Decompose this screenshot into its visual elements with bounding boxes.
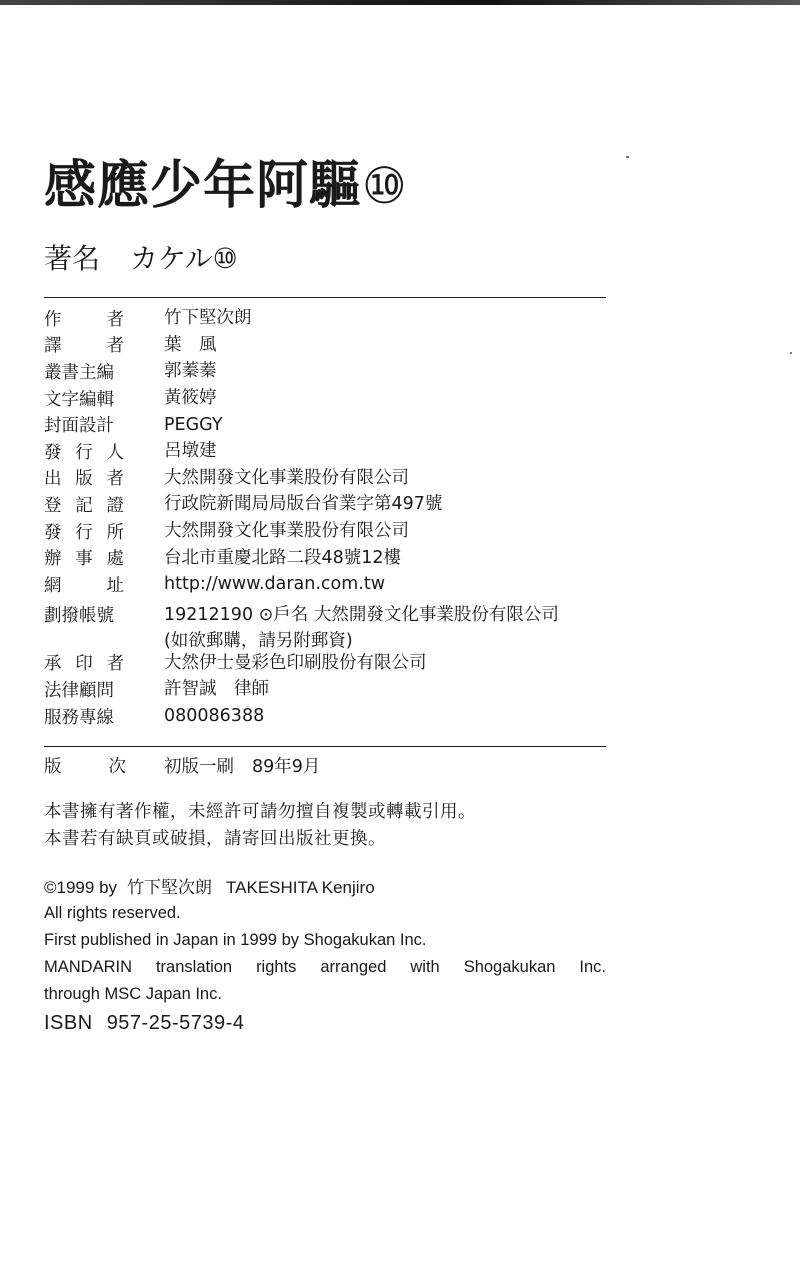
credit-label bbox=[44, 650, 124, 675]
isbn-label: ISBN bbox=[44, 1012, 93, 1034]
credit-label-text: 辦 bbox=[44, 549, 62, 570]
credit-label-text: 記 bbox=[75, 495, 93, 516]
credit-value-text: 郭蓁蓁 bbox=[164, 361, 217, 382]
credit-label-text: 網 bbox=[44, 575, 62, 596]
translation-word: rights bbox=[256, 958, 297, 976]
credit-value bbox=[164, 491, 442, 517]
credit-label-text: 者 bbox=[106, 469, 124, 490]
credit-row bbox=[44, 411, 614, 438]
copyright-line bbox=[44, 873, 375, 898]
credit-row bbox=[44, 703, 614, 730]
credit-label bbox=[44, 519, 124, 544]
divider-bottom bbox=[44, 746, 606, 747]
credit-value-text: 大然開發文化事業股份有限公司 bbox=[164, 467, 409, 488]
credits-list bbox=[44, 305, 614, 729]
divider-top bbox=[44, 297, 606, 298]
credit-value bbox=[164, 465, 409, 491]
copyright-author-en: TAKESHITA Kenjiro bbox=[226, 878, 375, 897]
scan-speck bbox=[790, 352, 792, 354]
copyright-notice: 本書擁有著作權，未經許可請勿擅自複製或轉載引用。 bbox=[44, 802, 476, 822]
credit-label-text: 發 bbox=[44, 442, 62, 463]
credit-value bbox=[164, 703, 264, 729]
credit-label-text: 封面設計 bbox=[44, 416, 114, 437]
credit-label-text: 處 bbox=[106, 549, 124, 570]
credit-label bbox=[44, 332, 124, 357]
credit-value bbox=[164, 332, 217, 358]
credit-label-text: 證 bbox=[106, 495, 124, 516]
credit-label bbox=[44, 704, 124, 729]
copyright-prefix: ©1999 by bbox=[44, 878, 118, 897]
title-volume: ⑩ bbox=[362, 157, 408, 215]
edition-label-char: 次 bbox=[108, 757, 126, 777]
credit-label-text: 行 bbox=[75, 442, 93, 463]
credit-row bbox=[44, 598, 614, 650]
credit-value-note: (如欲郵購，請另附郵資) bbox=[164, 630, 353, 651]
credit-value bbox=[164, 305, 252, 331]
credit-value bbox=[164, 518, 409, 544]
credit-label-text: 者 bbox=[106, 309, 124, 330]
credit-label-text: 者 bbox=[106, 654, 124, 675]
credit-row bbox=[44, 676, 614, 703]
credit-value bbox=[164, 358, 217, 384]
credit-row bbox=[44, 491, 614, 518]
credit-label-text: 譯 bbox=[44, 336, 62, 357]
translation-word: Shogakukan bbox=[463, 958, 556, 976]
edition-value: 初版一刷 bbox=[164, 757, 234, 777]
credit-row bbox=[44, 438, 614, 465]
credit-value-text: 黃筱婷 bbox=[164, 388, 217, 409]
credit-value-text: 大然開發文化事業股份有限公司 bbox=[164, 521, 409, 542]
credit-label bbox=[44, 677, 124, 702]
title-main: 感應少年阿驅 bbox=[44, 156, 363, 216]
credit-row bbox=[44, 332, 614, 359]
credit-label-text: 承 bbox=[44, 654, 62, 675]
copyright-author-cjk: 竹下堅次朗 bbox=[127, 878, 213, 898]
original-title-value: カケル⑩ bbox=[130, 242, 238, 275]
original-title bbox=[44, 242, 238, 275]
credit-label-text: 行 bbox=[75, 522, 93, 543]
edition-date: 89年9月 bbox=[252, 757, 321, 777]
credit-row bbox=[44, 358, 614, 385]
credit-value-text: 080086388 bbox=[164, 706, 265, 727]
credit-label bbox=[44, 545, 124, 570]
credit-value bbox=[164, 676, 269, 702]
edition-label bbox=[44, 753, 124, 778]
translation-word: with bbox=[410, 958, 440, 976]
credit-value-text: 行政院新聞局局版台省業字第497號 bbox=[164, 494, 443, 515]
credit-value-text: 台北市重慶北路二段48號12樓 bbox=[164, 547, 402, 568]
credit-value-text: PEGGY bbox=[164, 414, 223, 435]
edition-label-char: 版 bbox=[44, 757, 62, 777]
edition-row bbox=[44, 753, 320, 778]
credit-value-text: 許智誠 律師 bbox=[164, 679, 269, 700]
credit-row bbox=[44, 544, 614, 571]
credit-label-text: 登 bbox=[44, 495, 62, 516]
book-title bbox=[44, 156, 408, 216]
through-agency: through MSC Japan Inc. bbox=[44, 985, 222, 1003]
defect-notice: 本書若有缺頁或破損，請寄回出版社更換。 bbox=[44, 829, 386, 849]
credit-label-text: 文字編輯 bbox=[44, 389, 114, 410]
translation-word: translation bbox=[155, 958, 233, 976]
credit-row bbox=[44, 518, 614, 545]
credit-row bbox=[44, 385, 614, 412]
credit-value-text: 葉 風 bbox=[164, 334, 217, 355]
credit-label-text: 發 bbox=[44, 522, 62, 543]
credit-value bbox=[164, 545, 401, 571]
credit-label-text: 劃撥帳號 bbox=[44, 605, 114, 626]
credit-label bbox=[44, 602, 124, 627]
scan-speck bbox=[626, 156, 629, 158]
credit-label-text: 者 bbox=[106, 336, 124, 357]
credit-row bbox=[44, 465, 614, 492]
credit-value bbox=[164, 650, 427, 676]
credit-label bbox=[44, 465, 124, 490]
credit-label bbox=[44, 386, 124, 411]
credit-value bbox=[164, 438, 217, 464]
credit-value bbox=[164, 571, 385, 597]
credit-label-text: 址 bbox=[106, 575, 124, 596]
credit-value-text: http://www.daran.com.tw bbox=[164, 574, 386, 595]
credit-label-text: 法律顧問 bbox=[44, 680, 114, 701]
credit-row bbox=[44, 571, 614, 598]
credit-label-text: 版 bbox=[75, 469, 93, 490]
isbn-number: 957-25-5739-4 bbox=[106, 1012, 245, 1034]
credit-label-text: 所 bbox=[106, 522, 124, 543]
translation-rights bbox=[44, 958, 606, 977]
credit-label-text: 叢書主編 bbox=[44, 362, 114, 383]
credit-label-text: 事 bbox=[75, 549, 93, 570]
credit-value bbox=[164, 412, 223, 438]
first-published: First published in Japan in 1999 by Shogakukan Inc. bbox=[44, 931, 427, 949]
credit-value-text: 呂墩建 bbox=[164, 441, 217, 462]
credit-label-text: 出 bbox=[44, 469, 62, 490]
credit-value bbox=[164, 385, 217, 411]
credit-value-text: 竹下堅次朗 bbox=[164, 308, 252, 329]
credit-value bbox=[164, 602, 559, 654]
credit-label bbox=[44, 306, 124, 331]
credit-value-text: 19212190 ⊙戶名 大然開發文化事業股份有限公司 bbox=[164, 604, 559, 625]
original-title-label: 著名 bbox=[44, 242, 101, 275]
credit-label bbox=[44, 572, 124, 597]
credit-label bbox=[44, 412, 124, 437]
credit-label bbox=[44, 439, 124, 464]
credit-label-text: 印 bbox=[75, 654, 93, 675]
credit-label bbox=[44, 492, 124, 517]
translation-word: Inc. bbox=[579, 958, 606, 976]
credit-label-text: 作 bbox=[44, 309, 62, 330]
rights-reserved: All rights reserved. bbox=[44, 904, 181, 922]
translation-word: MANDARIN bbox=[44, 958, 133, 976]
credit-label-text: 服務專線 bbox=[44, 707, 114, 728]
credit-label-text: 人 bbox=[106, 442, 124, 463]
credit-value-text: 大然伊士曼彩色印刷股份有限公司 bbox=[164, 652, 427, 673]
translation-word: arranged bbox=[320, 958, 387, 976]
isbn bbox=[44, 1012, 244, 1035]
credit-row bbox=[44, 305, 614, 332]
credit-label bbox=[44, 359, 124, 384]
scan-edge bbox=[0, 0, 800, 5]
